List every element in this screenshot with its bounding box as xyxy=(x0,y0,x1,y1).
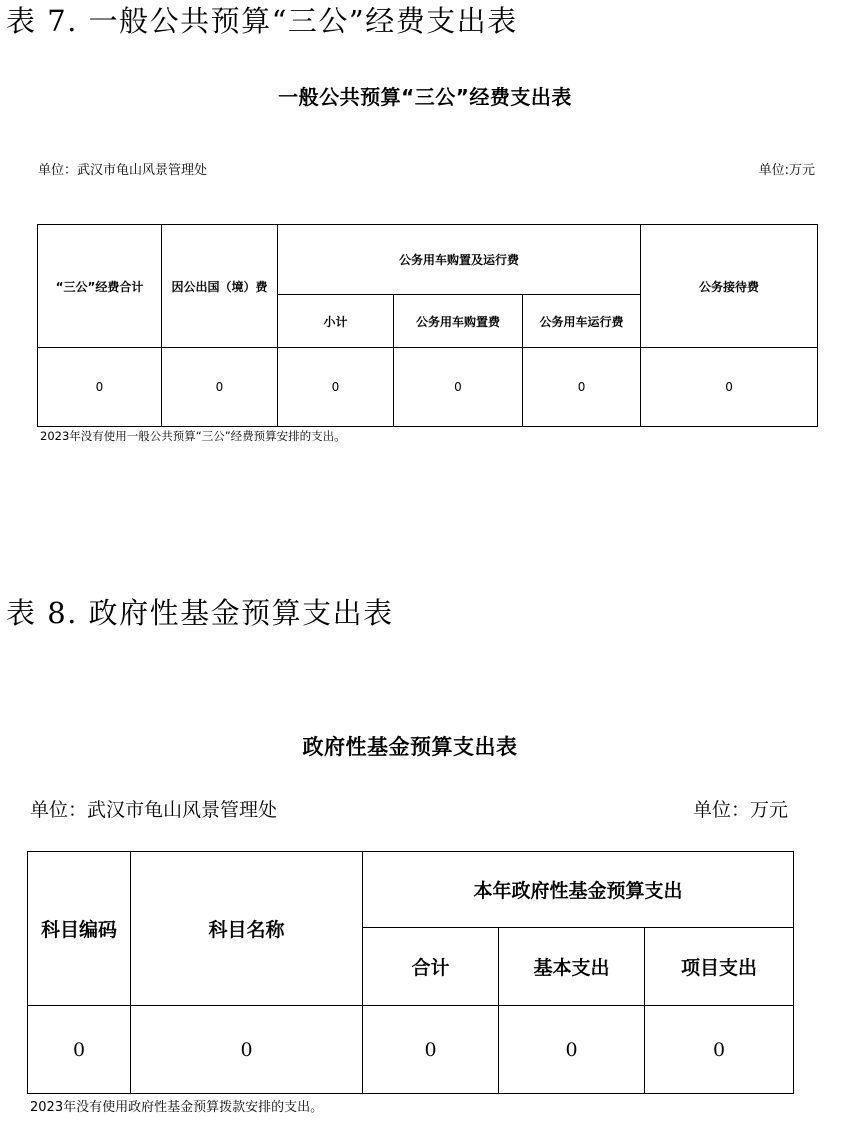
section-7-table-title: 一般公共预算“三公”经费支出表 xyxy=(278,85,572,109)
section-7-unit-org: 单位：武汉市龟山风景管理处 xyxy=(38,163,208,178)
header-three-public-total: “三公”经费合计 xyxy=(38,225,162,348)
table-row xyxy=(28,1006,794,1094)
cell-vehicle-purchase: 0 xyxy=(394,348,523,427)
section-7-note: 2023年没有使用一般公共预算“三公”经费预算安排的支出。 xyxy=(40,429,346,443)
header-abroad-cost: 因公出国（境）费 xyxy=(162,225,278,348)
header-basic-expenditure: 基本支出 xyxy=(499,928,645,1006)
cell-basic-expenditure: 0 xyxy=(499,1006,645,1094)
section-7-table xyxy=(37,224,818,427)
header-vehicle-group: 公务用车购置及运行费 xyxy=(278,225,641,295)
section-8-heading: 表 8. 政府性基金预算支出表 xyxy=(6,596,394,630)
header-vehicle-purchase: 公务用车购置费 xyxy=(394,295,523,348)
section-7-heading: 表 7. 一般公共预算“三公”经费支出表 xyxy=(6,4,518,38)
table-row xyxy=(38,348,818,427)
header-fund-expenditure-group: 本年政府性基金预算支出 xyxy=(363,852,794,928)
header-subject-code: 科目编码 xyxy=(28,852,131,1006)
cell-project-expenditure: 0 xyxy=(645,1006,794,1094)
header-subtotal: 小计 xyxy=(278,295,394,348)
section-8-table-title: 政府性基金预算支出表 xyxy=(302,735,518,759)
cell-abroad: 0 xyxy=(162,348,278,427)
header-project-expenditure: 项目支出 xyxy=(645,928,794,1006)
header-subject-name: 科目名称 xyxy=(131,852,363,1006)
cell-vehicle-operation: 0 xyxy=(523,348,641,427)
header-reception-cost: 公务接待费 xyxy=(641,225,818,348)
section-7-unit-currency: 单位:万元 xyxy=(758,163,815,178)
section-8-table xyxy=(27,851,794,1094)
cell-reception: 0 xyxy=(641,348,818,427)
cell-subject-code: 0 xyxy=(28,1006,131,1094)
cell-subject-name: 0 xyxy=(131,1006,363,1094)
cell-total: 0 xyxy=(363,1006,499,1094)
section-8-unit-currency: 单位：万元 xyxy=(692,799,788,821)
header-vehicle-operation: 公务用车运行费 xyxy=(523,295,641,348)
cell-subtotal: 0 xyxy=(278,348,394,427)
section-8-unit-org: 单位：武汉市龟山风景管理处 xyxy=(30,799,278,821)
section-8-note: 2023年没有使用政府性基金预算拨款安排的支出。 xyxy=(30,1100,324,1115)
header-total: 合计 xyxy=(363,928,499,1006)
cell-total: 0 xyxy=(38,348,162,427)
